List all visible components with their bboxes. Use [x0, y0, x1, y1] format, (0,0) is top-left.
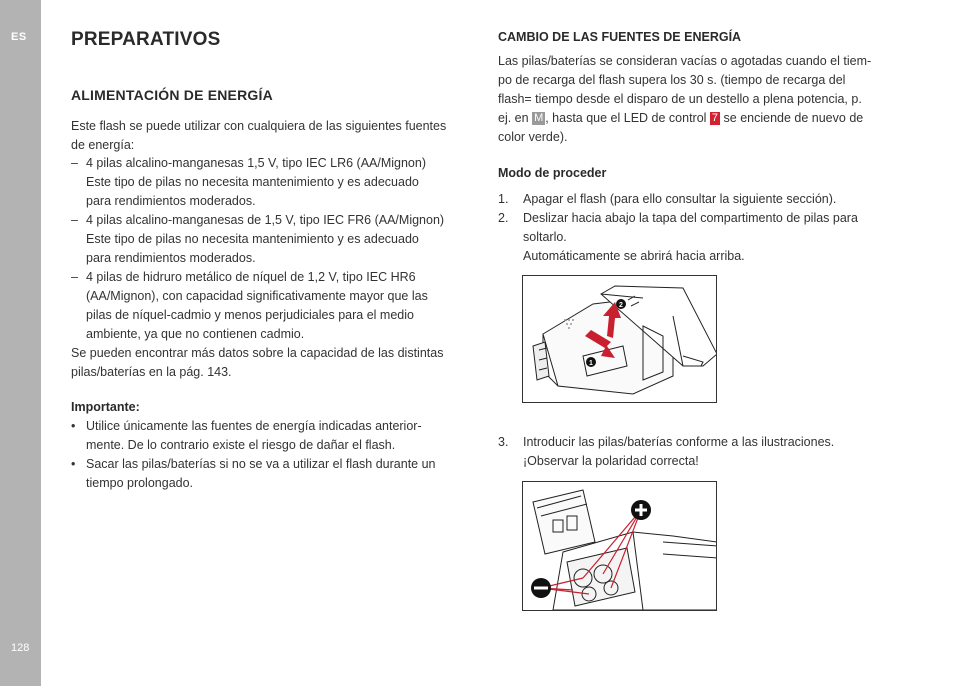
step-item	[498, 209, 858, 228]
text-line: po de recarga del flash supera los 30 s. (tiempo de recarga del	[498, 73, 846, 87]
text-line: 4 pilas de hidruro metálico de níquel de 1,2 V, tipo IEC HR6	[86, 270, 416, 284]
text-line: tiempo prolongado.	[86, 476, 194, 490]
mode-m-badge: M	[534, 112, 544, 124]
procedure-heading: Modo de proceder	[498, 166, 607, 180]
step-number: 2.	[498, 211, 509, 225]
text-fragment: se enciende de nuevo de	[720, 111, 864, 125]
text-line: Este flash se puede utilizar con cualquiera de las siguientes fuentes	[71, 119, 447, 133]
battery-list	[71, 154, 444, 382]
text-line: Introducir las pilas/baterías conforme a las ilustraciones.	[523, 435, 835, 449]
text-line: (AA/Mignon), con capacidad significativamente mayor que las	[86, 289, 428, 303]
plus-icon	[631, 500, 651, 520]
text-line: Apagar el flash (para ello consultar la siguiente sección).	[523, 192, 837, 206]
battery-cover-illustration	[522, 275, 717, 403]
led-7-badge: 7	[711, 112, 719, 124]
step-number: 3.	[498, 435, 509, 449]
section-heading-power: ALIMENTACIÓN DE ENERGÍA	[71, 87, 273, 103]
text-line: color verde).	[498, 130, 568, 144]
step-2-marker: 2	[619, 302, 623, 309]
list-item	[71, 455, 436, 474]
page-number: 128	[11, 642, 30, 654]
step-3	[498, 433, 834, 471]
step-item	[498, 433, 834, 452]
step-item	[498, 190, 858, 209]
change-paragraph	[498, 52, 871, 147]
text-line: pilas/baterías en la pág. 143.	[71, 365, 232, 379]
list-item	[71, 268, 444, 287]
flash-cover-drawing	[523, 276, 716, 402]
text-line: Se pueden encontrar más datos sobre la capacidad de las distintas	[71, 346, 444, 360]
list-item	[71, 417, 436, 436]
text-line: Sacar las pilas/baterías si no se va a utilizar el flash durante un	[86, 457, 436, 471]
step-number: 1.	[498, 192, 509, 206]
bullet: •	[71, 457, 76, 471]
text-line: mente. De lo contrario existe el riesgo de dañar el flash.	[86, 438, 396, 452]
text-line: flash= tiempo desde el disparo de un destello a plena potencia, p.	[498, 92, 862, 106]
language-tab: ES	[11, 31, 27, 43]
text-line: soltarlo.	[523, 230, 567, 244]
step-1-marker: 1	[589, 360, 593, 367]
text-line: Automáticamente se abrirá hacia arriba.	[523, 249, 745, 263]
text-line	[498, 109, 871, 128]
important-heading: Importante:	[71, 400, 140, 414]
minus-icon	[531, 578, 551, 598]
section-heading-change: CAMBIO DE LAS FUENTES DE ENERGÍA	[498, 30, 742, 44]
important-list	[71, 417, 436, 493]
sidebar	[0, 0, 41, 686]
text-line: pilas de níquel-cadmio y menos perjudiciales para el medio	[86, 308, 414, 322]
battery-insertion-illustration	[522, 481, 717, 611]
text-line: ambiente, ya que no contienen cadmio.	[86, 327, 305, 341]
text-fragment: ej. en	[498, 111, 533, 125]
text-line: ¡Observar la polaridad correcta!	[523, 454, 699, 468]
text-line: para rendimientos moderados.	[86, 194, 256, 208]
page-title: PREPARATIVOS	[71, 29, 221, 50]
text-line: 4 pilas alcalino-manganesas de 1,5 V, tipo IEC FR6 (AA/Mignon)	[86, 213, 445, 227]
text-line: para rendimientos moderados.	[86, 251, 256, 265]
battery-polarity-drawing	[523, 482, 716, 610]
dash: –	[71, 270, 78, 284]
text-line: Este tipo de pilas no necesita mantenimiento y es adecuado	[86, 232, 419, 246]
power-intro	[71, 117, 446, 155]
text-line: Utilice únicamente las fuentes de energía indicadas anterior-	[86, 419, 422, 433]
steps-1-2	[498, 190, 858, 266]
list-item	[71, 154, 444, 173]
text-line: de energía:	[71, 138, 135, 152]
text-line: Las pilas/baterías se consideran vacías o agotadas cuando el tiem-	[498, 54, 872, 68]
text-line: Deslizar hacia abajo la tapa del compartimento de pilas para	[523, 211, 858, 225]
text-line: Este tipo de pilas no necesita mantenimiento y es adecuado	[86, 175, 419, 189]
dash: –	[71, 213, 78, 227]
bullet: •	[71, 419, 76, 433]
dash: –	[71, 156, 78, 170]
text-line: 4 pilas alcalino-manganesas 1,5 V, tipo IEC LR6 (AA/Mignon)	[86, 156, 427, 170]
list-item	[71, 211, 444, 230]
text-fragment: , hasta que el LED de control	[545, 111, 710, 125]
